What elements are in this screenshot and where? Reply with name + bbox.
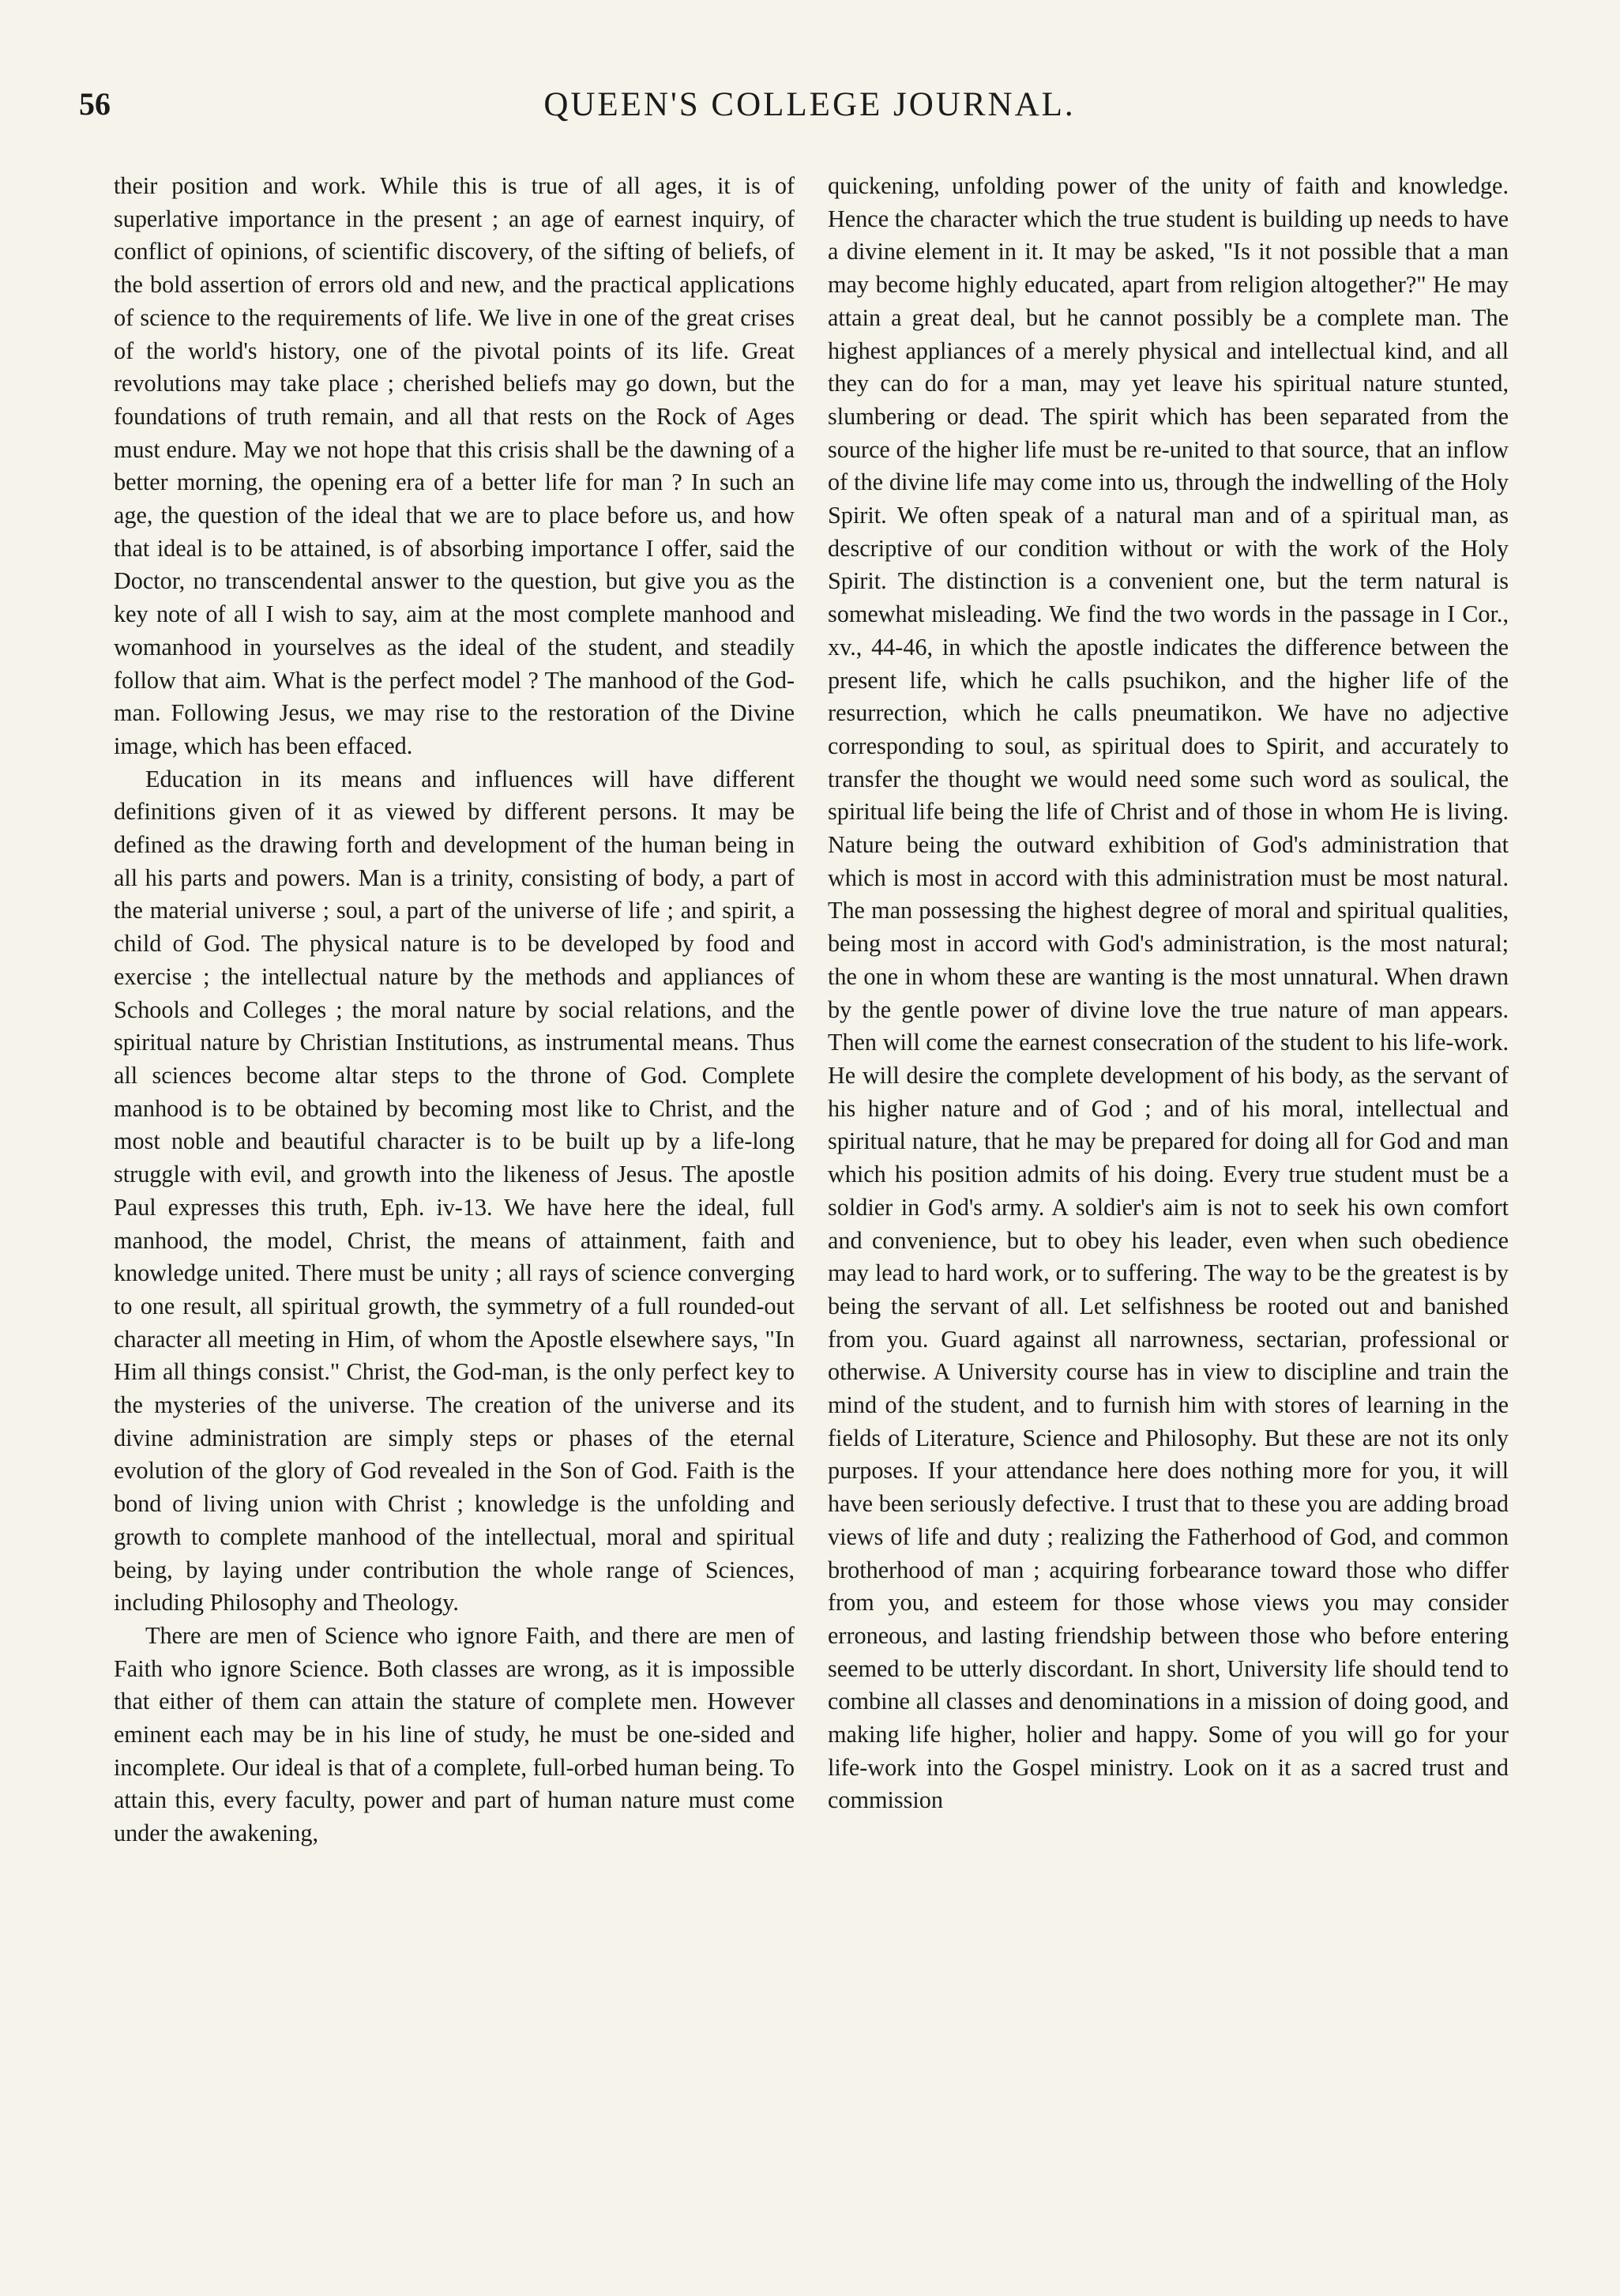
paragraph: quickening, unfolding power of the unity of faith and knowledge. Hence the character which the true student is building up needs to have a divine element in it. It may be asked, "Is it not possible that a man may become highly educated, apart from religion altogether?" He may attain a great deal, but he cannot possibly be a complete man. The highest appliances of a merely physical and intellectual kind, and all they can do for a man, may yet leave his spiritual nature stunted, slumbering or dead. The spirit which has been separated from the source of the higher life must be re-united to that source, that an inflow of the divine life may come into us, through the indwelling of the Holy Spirit. We often speak of a natural man and of a spiritual man, as descriptive of our condition without or with the work of the Holy Spirit. The distinction is a convenient one, but the term natural is somewhat misleading. We find the two words in the passage in I Cor., xv., 44-46, in which the apostle indicates the difference between the present life, which he calls psuchikon, and the higher life of the resurrection, which he calls pneumatikon. We have no adjective corresponding to soul, as spiritual does to Spirit, and accurately to transfer the thought we would need some such word as soulical, the spiritual life being the life of Christ and of those in whom He is living. Nature being the outward exhibition of God's administration that which is most in accord with this administration must be most natural. The man possessing the highest degree of moral and spiritual qualities, being most in accord with God's administration, is the most natural; the one in whom these are wanting is the most unnatural. When drawn by the gentle power of divine love the true nature of man appears. Then will come the earnest consecration of the student to his life-work. He will desire the complete development of his body, as the servant of his higher nature and of God ; and of his moral, intellectual and spiritual nature, that he may be prepared for doing all for God and man which his position admits of his doing. Every true student must be a soldier in God's army. A soldier's aim is not to seek his own comfort and convenience, but to obey his leader, even when such obedience may lead to hard work, or to suffering. The way to be the greatest is by being the servant of all. Let selfishness be rooted out and banished from you. Guard against all narrowness, sectarian, professional or otherwise. A University course has in view to discipline and train the mind of the student, and to furnish him with stores of learning in the fields of Literature, Science and Philosophy. But these are not its only purposes. If your attendance here does nothing more for you, it will have been seriously defective. I trust that to these you are adding broad views of life and duty ; realizing the Fatherhood of God, and common brotherhood of man ; acquiring forbearance toward those who differ from you, and esteem for those whose views you may consider erroneous, and lasting friendship between those who before entering seemed to be utterly discordant. In short, University life should tend to combine all classes and denominations in a mission of doing good, and making life higher, holier and happy. Some of you will go for your life-work into the Gospel ministry. Look on it as a sacred trust and commission <box>828 172 1509 1814</box>
running-title: QUEEN'S COLLEGE JOURNAL. <box>543 86 1076 123</box>
right-column <box>828 170 1509 2256</box>
page-number: 56 <box>79 86 111 122</box>
left-column <box>114 170 795 2256</box>
page-header <box>79 85 1540 141</box>
paragraph: Education in its means and influences will have different definitions given of it as viewed by different persons. It may be defined as the drawing forth and development of the human being in all his parts and powers. Man is a trinity, consisting of body, a part of the material universe ; soul, a part of the universe of life ; and spirit, a child of God. The physical nature is to be developed by food and exercise ; the intellectual nature by the methods and appliances of Schools and Colleges ; the moral nature by social relations, and the spiritual nature by Christian Institutions, as instrumental means. Thus all sciences become altar steps to the throne of God. Complete manhood is to be obtained by becoming most like to Christ, and the most noble and beautiful character is to be built up by a life-long struggle with evil, and growth into the likeness of Jesus. The apostle Paul expresses this truth, Eph. iv-13. We have here the ideal, full manhood, the model, Christ, the means of attainment, faith and knowledge united. There must be unity ; all rays of science converging to one result, all spiritual growth, the symmetry of a full rounded-out character all meeting in Him, of whom the Apostle elsewhere says, "In Him all things consist." Christ, the God-man, is the only perfect key to the mysteries of the universe. The creation of the universe and its divine administration are simply steps or phases of the eternal evolution of the glory of God revealed in the Son of God. Faith is the bond of living union with Christ ; knowledge is the unfolding and growth to complete manhood of the intellectual, moral and spiritual being, by laying under contribution the whole range of Sciences, including Philosophy and Theology. <box>114 765 795 1617</box>
paragraph: their position and work. While this is true of all ages, it is of superlative importance in the present ; an age of earnest inquiry, of conflict of opinions, of scientific discovery, of the sifting of beliefs, of the bold assertion of errors old and new, and the practical applications of science to the requirements of life. We live in one of the great crises of the world's history, one of the pivotal points of its life. Great revolutions may take place ; cherished beliefs may go down, but the foundations of truth remain, and all that rests on the Rock of Ages must endure. May we not hope that this crisis shall be the dawning of a better morning, the opening era of a better life for man ? In such an age, the question of the ideal that we are to place before us, and how that ideal is to be attained, is of absorbing importance I offer, said the Doctor, no transcendental answer to the question, but give you as the key note of all I wish to say, aim at the most complete manhood and womanhood in yourselves as the ideal of the student, and steadily follow that aim. What is the perfect model ? The manhood of the God-man. Following Jesus, we may rise to the restoration of the Divine image, which has been effaced. <box>114 172 795 759</box>
paragraph: There are men of Science who ignore Faith, and there are men of Faith who ignore Science. Both classes are wrong, as it is impossible that either of them can attain the stature of complete men. However eminent each may be in his line of study, he must be one-sided and incomplete. Our ideal is that of a complete, full-orbed human being. To attain this, every faculty, power and part of human nature must come under the awakening, <box>114 1621 795 1847</box>
